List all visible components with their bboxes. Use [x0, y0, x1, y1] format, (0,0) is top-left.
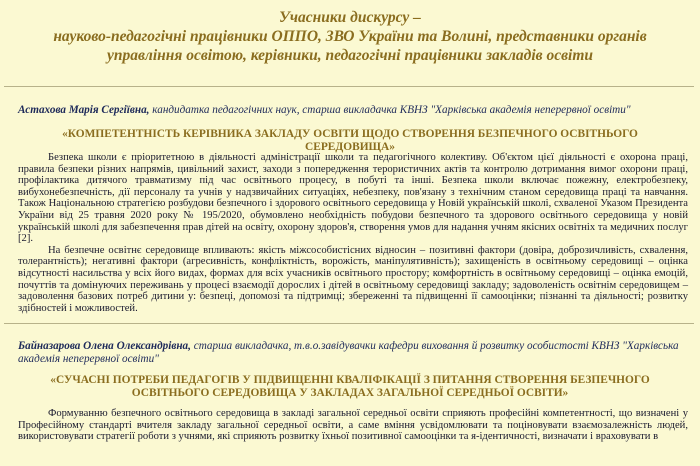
author-info: старша викладачка, т.в.о.завідувачки кафедри виховання й розвитку особистості КВНЗ "Харківська академія неперервної освіти" [18, 340, 679, 365]
author-name: Астахова Марія Сергіївна, [18, 104, 150, 116]
article-title: «КОМПЕТЕНТНІСТЬ КЕРІВНИКА ЗАКЛАДУ ОСВІТИ ЩОДО СТВОРЕННЯ БЕЗПЕЧНОГО ОСВІТНЬОГО СЕРЕДОВИЩА» [62, 128, 638, 153]
article-author [18, 340, 690, 366]
section-divider [4, 86, 694, 87]
author-name: Байназарова Олена Олександрівна, [18, 340, 191, 352]
article-author [18, 104, 690, 117]
page-header [10, 0, 690, 65]
author-info: кандидатка педагогічних наук, старша викладачка КВНЗ "Харківська академія неперервної освіти" [149, 104, 631, 116]
header-line-1: Учасники дискурсу – [279, 9, 421, 26]
section-divider [4, 323, 694, 324]
paragraph: Формуванню безпечного освітнього середовища в закладі загальної середньої освіти сприяють професійні компетентності, що визначені у Професійному стандарті вчителя закладу загальної середньої освіти, а саме вміння усвідомлювати та поціновувати взаємозалежність людей, використовувати стратегії роботи з учнями, які сприяють розвитку їхньої позитивної самооцінки та я-ідентичності, визначати і враховувати в [18, 408, 688, 443]
header-line-3: управління освітою, керівники, педагогічні працівники закладів освіти [106, 47, 594, 64]
paragraph: Безпека школи є пріоритетною в діяльності адміністрації школи та педагогічного колективу. Об'єктом цієї діяльності є охорона праці, правила безпеки різних напрямів, цивільний захист, заходи з попередження терористичних актів та контролю дотримання вимог охорони праці, профілактика дитячого травматизму під час освітнього процесу, в побуті та інші. Безпека школи включає пожежну, електробезпеку, вибухонебезпечність, дії персоналу та учнів у надзвичайних ситуаціях, небезпеку, пов'язану з технічним станом середовища праці та навчання. Також Національною стратегією розбудови безпечного і здорового освітнього середовища у Новій українській школі, схваленої Указом Президента України від 25 травня 2020 року № 195/2020, обумовлено необхідність побудови безпечного та здорового освітнього середовища у новій українській школі для забезпечення прав дітей на освіту, охорону здоров'я, створення умов для надання учням якісних освітніх та медичних послуг [2]. [18, 152, 688, 245]
article-body [18, 408, 688, 443]
header-line-2: науково-педагогічні працівники ОППО, ЗВО України та Волині, представники органів [53, 28, 647, 45]
article-title: «СУЧАСНІ ПОТРЕБИ ПЕДАГОГІВ У ПІДВИЩЕННІ КВАЛІФІКАЦІЇ З ПИТАННЯ СТВОРЕННЯ БЕЗПЕЧНОГО ОСВІТНЬОГО СЕРЕДОВИЩА У ЗАКЛАДАХ ЗАГАЛЬНОЇ СЕРЕДНЬОЇ ОСВІТИ» [50, 374, 650, 399]
paragraph: На безпечне освітнє середовище впливають: якість міжсособистісних відносин – позитивні фактори (довіра, доброзичливість, схвалення, толерантність); негативні фактори (агресивність, конфліктність, ворожість, маніпулятивність); захищеність в освітньому середовищі – оцінка відсутності насильства у всіх його видах, формах для всіх учасників освітнього простору; комфортність в освітньому середовищі – оцінка емоцій, почуттів та домінуючих переживань у процесі взаємодії дорослих і дітей в освітньому середовищі закладу; задоволеність освітнім середовищем – задоволення базових потреб дитини у: безпеці, допомозі та підтримці; збереженні та підвищенні її самооцінки; пізнанні та діяльності; розвитку здібностей і можливостей. [18, 244, 688, 314]
article-body [18, 152, 688, 314]
